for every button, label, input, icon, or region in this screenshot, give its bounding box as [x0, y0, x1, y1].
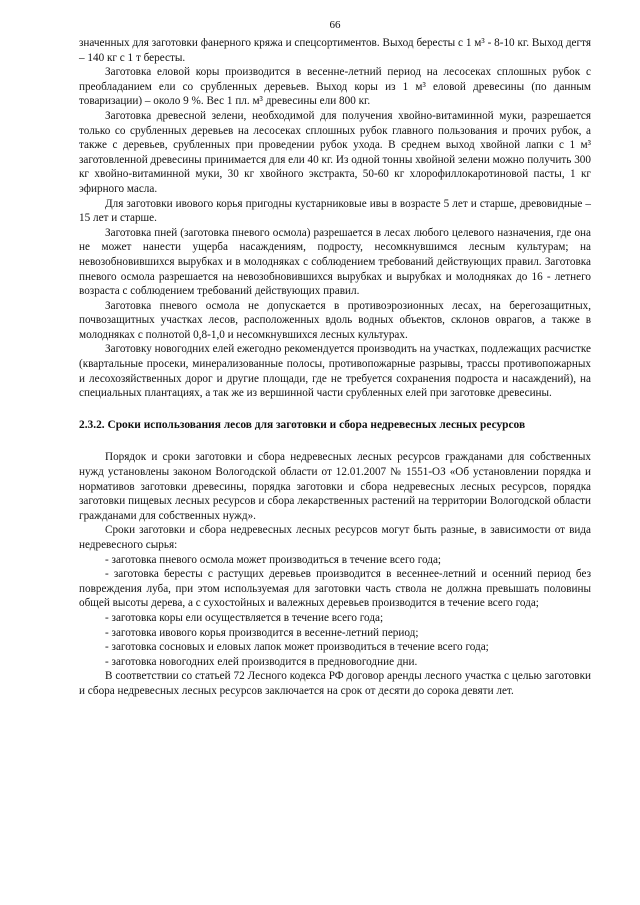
page-number: 66 — [329, 19, 341, 31]
document-page — [79, 18, 591, 699]
paragraph: значенных для заготовки фанерного кряжа и спецсортиментов. Выход бересты с 1 м³ - 8-10 кг. Выход дегтя – 140 кг с 1 т бересты. — [79, 37, 591, 64]
body-text-before — [79, 36, 591, 401]
list-item: - заготовка бересты с растущих деревьев производится в весеннее-летний и осенний период без повреждения луба, при этом используемая для заготовки часть ствола не должна превышать половины общей высоты дерева, а с сухостойных и валежных деревьев производится в течение всего года; — [79, 568, 591, 610]
list-item: - заготовка сосновых и еловых лапок может производиться в течение всего года; — [105, 641, 489, 654]
paragraph: Заготовку новогодних елей ежегодно рекомендуется производить на участках, подлежащих расчистке (квартальные просеки, минерализованные полосы, противопожарные разрывы, трассы противопожарных и лесохозяйственных дорог и другие площади, где не требуется сохранения подроста и насаждений), на специальных плантациях, а так же из вершинной части срубленных елей при заготовке древесины. — [79, 343, 591, 400]
paragraph: Сроки заготовки и сбора недревесных лесных ресурсов могут быть разные, в зависимости от вида недревесного сырья: — [79, 524, 591, 551]
paragraph: Заготовка пней (заготовка пневого осмола) разрешается в лесах любого целевого назначения, где она не может нанести ущерба насаждениям, подросту, несомкнувшимся лесным культурам; на невозобновившихся вырубках и в молодняках с соблюдением требований действующих правил. Заготовка пневого осмола разрешается на невозобновившихся вырубках и вырубках и молодняках до 16 - летнего возраста с соблюдением требований действующих правил. — [79, 226, 591, 298]
list-item: - заготовка ивового корья производится в весенне-летний период; — [105, 626, 419, 639]
harvest-terms-list — [79, 553, 591, 670]
paragraph: Для заготовки ивового корья пригодны кустарниковые ивы в возрасте 5 лет и старше, древовидные – 15 лет и старше. — [79, 197, 591, 225]
paragraph: Заготовка древесной зелени, необходимой для получения хвойно-витаминной муки, разрешается только со срубленных деревьев на лесосеках сплошных рубок главного пользования и прочих рубок, а также с деревьев, срубленных при проведении рубок ухода. В среднем выход хвойной лапки с 1 м³ заготовленной древесины принимается для ели 40 кг. Из одной тонны хвойной зелени можно получить 300 кг хвойно-витаминной муки, 30 кг хвойного экстракта, 50-60 кг хлорофиллокаротиновой пасты, 1 кг эфирного масла. — [79, 109, 591, 195]
body-text-after — [79, 450, 591, 698]
paragraph: Порядок и сроки заготовки и сбора недревесных лесных ресурсов гражданами для собственных нужд установлены законом Вологодской области от 12.01.2007 № 1551-ОЗ «Об установлении порядка и нормативов заготовки древесины, порядка заготовки и сбора недревесных лесных ресурсов, порядка заготовки пищевых лесных ресурсов и сбора лекарственных растений на территории Вологодской области гражданами для собственных нужд». — [79, 451, 591, 522]
section-heading: 2.3.2. Сроки использования лесов для заготовки и сбора недревесных лесных ресурсов — [79, 418, 526, 431]
list-item: - заготовка коры ели осуществляется в течение всего года; — [105, 611, 384, 624]
paragraph: В соответствии со статьей 72 Лесного кодекса РФ договор аренды лесного участка с целью заготовки и сбора недревесных лесных ресурсов заключается на срок от десяти до сорока девяти лет. — [79, 670, 591, 697]
list-item: - заготовка новогодних елей производится в предновогодние дни. — [105, 655, 418, 668]
list-item: - заготовка пневого осмола может производиться в течение всего года; — [105, 553, 442, 566]
paragraph: Заготовка еловой коры производится в весенне-летний период на лесосеках сплошных рубок с преобладанием ели со срубленных деревьев. Выход коры из 1 м³ еловой древесины (по данным товаризации) – около 9 %. Вес 1 пл. м³ древесины ели 800 кг. — [79, 66, 591, 108]
paragraph: Заготовка пневого осмола не допускается в противоэрозионных лесах, на берегозащитных, почвозащитных участках лесов, расположенных вдоль водных объектов, склонов оврагов, а также в молодняках с полнотой 0,8-1,0 и несомкнувшихся лесных культурах. — [79, 299, 591, 341]
